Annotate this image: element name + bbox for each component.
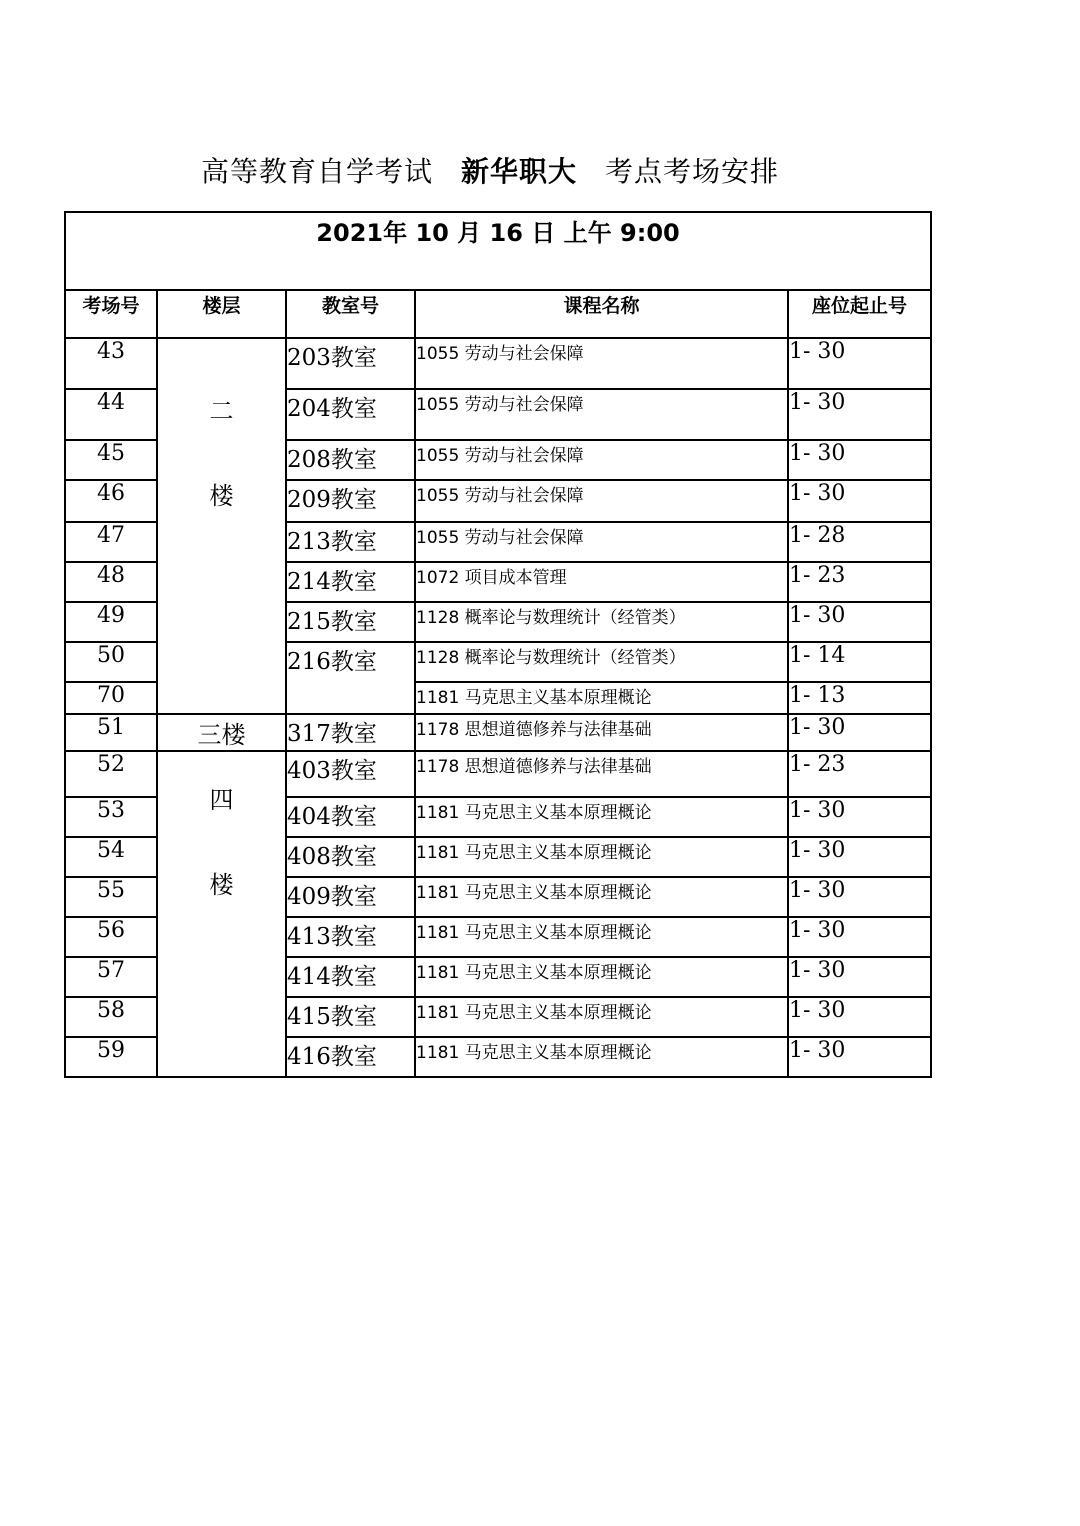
course-name: 1181 马克思主义基本原理概论: [415, 877, 788, 917]
seat-range: 1- 23: [788, 562, 931, 602]
classroom: 409教室: [286, 877, 415, 917]
seat-range: 1- 14: [788, 642, 931, 682]
room-number: 56: [65, 917, 157, 957]
classroom: 317教室: [286, 714, 415, 751]
floor-cell-second: [157, 338, 286, 714]
course-name: 1072 项目成本管理: [415, 562, 788, 602]
course-name: 1181 马克思主义基本原理概论: [415, 997, 788, 1037]
table-row: [65, 338, 931, 389]
seat-range: 1- 30: [788, 797, 931, 837]
floor-cell-fourth: [157, 751, 286, 1077]
classroom: 415教室: [286, 997, 415, 1037]
classroom: 215教室: [286, 602, 415, 642]
seat-range: 1- 30: [788, 714, 931, 751]
room-number: 50: [65, 642, 157, 682]
classroom: 213教室: [286, 522, 415, 562]
title-right: 考点考场安排: [605, 155, 780, 188]
seat-range: 1- 30: [788, 389, 931, 440]
floor-cell-third: 三楼: [157, 714, 286, 751]
floor-label-char: 楼: [209, 871, 234, 899]
course-name: 1181 马克思主义基本原理概论: [415, 1037, 788, 1077]
header-seats: 座位起止号: [788, 290, 931, 338]
room-number: 53: [65, 797, 157, 837]
header-course: 课程名称: [415, 290, 788, 338]
course-name: 1178 思想道德修养与法律基础: [415, 714, 788, 751]
classroom: 214教室: [286, 562, 415, 602]
title-left: 高等教育自学考试: [200, 155, 433, 188]
classroom: 209教室: [286, 480, 415, 522]
course-name: 1055 劳动与社会保障: [415, 522, 788, 562]
room-number: 49: [65, 602, 157, 642]
room-number: 54: [65, 837, 157, 877]
course-name: 1055 劳动与社会保障: [415, 338, 788, 389]
seat-range: 1- 13: [788, 682, 931, 714]
room-number: 47: [65, 522, 157, 562]
seat-range: 1- 30: [788, 917, 931, 957]
seat-range: 1- 23: [788, 751, 931, 797]
session-datetime: 2021年 10 月 16 日 上午 9:00: [65, 212, 931, 290]
page-title: [0, 150, 980, 190]
floor-label-char: 楼: [209, 482, 234, 510]
header-classroom: 教室号: [286, 290, 415, 338]
classroom: 216教室: [286, 642, 415, 714]
header-row: [65, 290, 931, 338]
seat-range: 1- 30: [788, 480, 931, 522]
classroom: 208教室: [286, 440, 415, 480]
course-name: 1055 劳动与社会保障: [415, 440, 788, 480]
seat-range: 1- 30: [788, 997, 931, 1037]
seat-range: 1- 30: [788, 837, 931, 877]
course-name: 1181 马克思主义基本原理概论: [415, 917, 788, 957]
room-number: 48: [65, 562, 157, 602]
exam-schedule-table: [64, 211, 932, 1078]
classroom: 413教室: [286, 917, 415, 957]
room-number: 55: [65, 877, 157, 917]
room-number: 52: [65, 751, 157, 797]
room-number: 43: [65, 338, 157, 389]
room-number: 57: [65, 957, 157, 997]
floor-label-char: 二: [209, 397, 234, 425]
course-name: 1181 马克思主义基本原理概论: [415, 797, 788, 837]
seat-range: 1- 30: [788, 338, 931, 389]
table-row: [65, 751, 931, 797]
classroom: 203教室: [286, 338, 415, 389]
room-number: 58: [65, 997, 157, 1037]
room-number: 45: [65, 440, 157, 480]
room-number: 59: [65, 1037, 157, 1077]
session-row: [65, 212, 931, 290]
course-name: 1181 马克思主义基本原理概论: [415, 957, 788, 997]
course-name: 1178 思想道德修养与法律基础: [415, 751, 788, 797]
table-row: [65, 714, 931, 751]
title-school: 新华职大: [460, 155, 577, 188]
course-name: 1055 劳动与社会保障: [415, 389, 788, 440]
room-number: 46: [65, 480, 157, 522]
seat-range: 1- 30: [788, 602, 931, 642]
room-number: 51: [65, 714, 157, 751]
course-name: 1055 劳动与社会保障: [415, 480, 788, 522]
classroom: 408教室: [286, 837, 415, 877]
seat-range: 1- 30: [788, 1037, 931, 1077]
classroom: 404教室: [286, 797, 415, 837]
classroom: 416教室: [286, 1037, 415, 1077]
room-number: 70: [65, 682, 157, 714]
header-floor: 楼层: [157, 290, 286, 338]
course-name: 1128 概率论与数理统计（经管类）: [415, 642, 788, 682]
header-room-no: 考场号: [65, 290, 157, 338]
floor-label-char: 四: [209, 786, 234, 814]
course-name: 1181 马克思主义基本原理概论: [415, 682, 788, 714]
room-number: 44: [65, 389, 157, 440]
course-name: 1128 概率论与数理统计（经管类）: [415, 602, 788, 642]
course-name: 1181 马克思主义基本原理概论: [415, 837, 788, 877]
seat-range: 1- 28: [788, 522, 931, 562]
seat-range: 1- 30: [788, 440, 931, 480]
seat-range: 1- 30: [788, 877, 931, 917]
classroom: 204教室: [286, 389, 415, 440]
seat-range: 1- 30: [788, 957, 931, 997]
classroom: 403教室: [286, 751, 415, 797]
classroom: 414教室: [286, 957, 415, 997]
